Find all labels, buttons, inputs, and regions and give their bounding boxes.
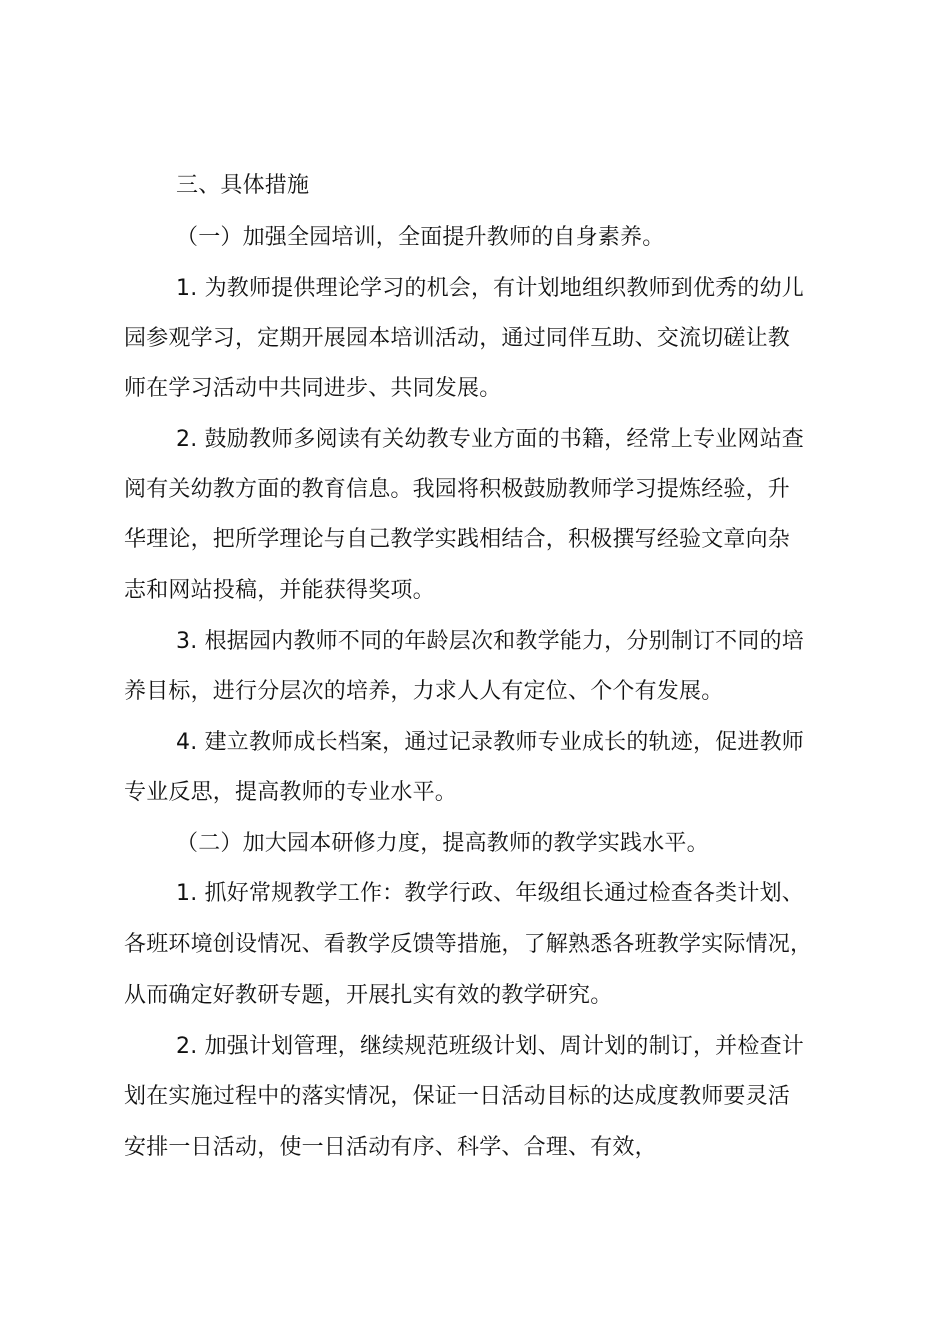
paragraph-line: 志和网站投稿，并能获得奖项。 xyxy=(124,578,435,603)
paragraph-line: 从而确定好教研专题，开展扎实有效的教学研究。 xyxy=(124,983,613,1008)
paragraph-line: 2. 鼓励教师多阅读有关幼教专业方面的书籍，经常上专业网站查 xyxy=(176,427,804,452)
paragraph-line: 园参观学习，定期开展园本培训活动，通过同伴互助、交流切磋让教 xyxy=(124,326,791,351)
subsection-heading: （二）加大园本研修力度，提高教师的教学实践水平。 xyxy=(176,831,709,856)
paragraph-line: 3. 根据园内教师不同的年龄层次和教学能力，分别制订不同的培 xyxy=(176,629,804,654)
paragraph-line: 养目标，进行分层次的培养，力求人人有定位、个个有发展。 xyxy=(124,679,724,704)
paragraph-line: 师在学习活动中共同进步、共同发展。 xyxy=(124,376,502,401)
paragraph-line: 2. 加强计划管理，继续规范班级计划、周计划的制订，并检查计 xyxy=(176,1034,804,1059)
paragraph-line: 专业反思，提高教师的专业水平。 xyxy=(124,780,458,805)
paragraph-line: 1. 为教师提供理论学习的机会，有计划地组织教师到优秀的幼儿 xyxy=(176,276,804,301)
subsection-heading: （一）加强全园培训，全面提升教师的自身素养。 xyxy=(176,225,665,250)
paragraph-line: 划在实施过程中的落实情况，保证一日活动目标的达成度教师要灵活 xyxy=(124,1084,791,1109)
paragraph-line: 华理论，把所学理论与自己教学实践相结合，积极撰写经验文章向杂 xyxy=(124,527,791,552)
paragraph-line: 1. 抓好常规教学工作：教学行政、年级组长通过检查各类计划、 xyxy=(176,881,804,906)
paragraph-line: 阅有关幼教方面的教育信息。我园将积极鼓励教师学习提炼经验，升 xyxy=(124,477,791,502)
section-heading: 三、具体措施 xyxy=(176,173,310,198)
paragraph-line: 各班环境创设情况、看教学反馈等措施，了解熟悉各班教学实际情况， xyxy=(124,932,813,957)
paragraph-line: 4. 建立教师成长档案，通过记录教师专业成长的轨迹，促进教师 xyxy=(176,730,804,755)
paragraph-line: 安排一日活动，使一日活动有序、科学、合理、有效， xyxy=(124,1135,657,1160)
